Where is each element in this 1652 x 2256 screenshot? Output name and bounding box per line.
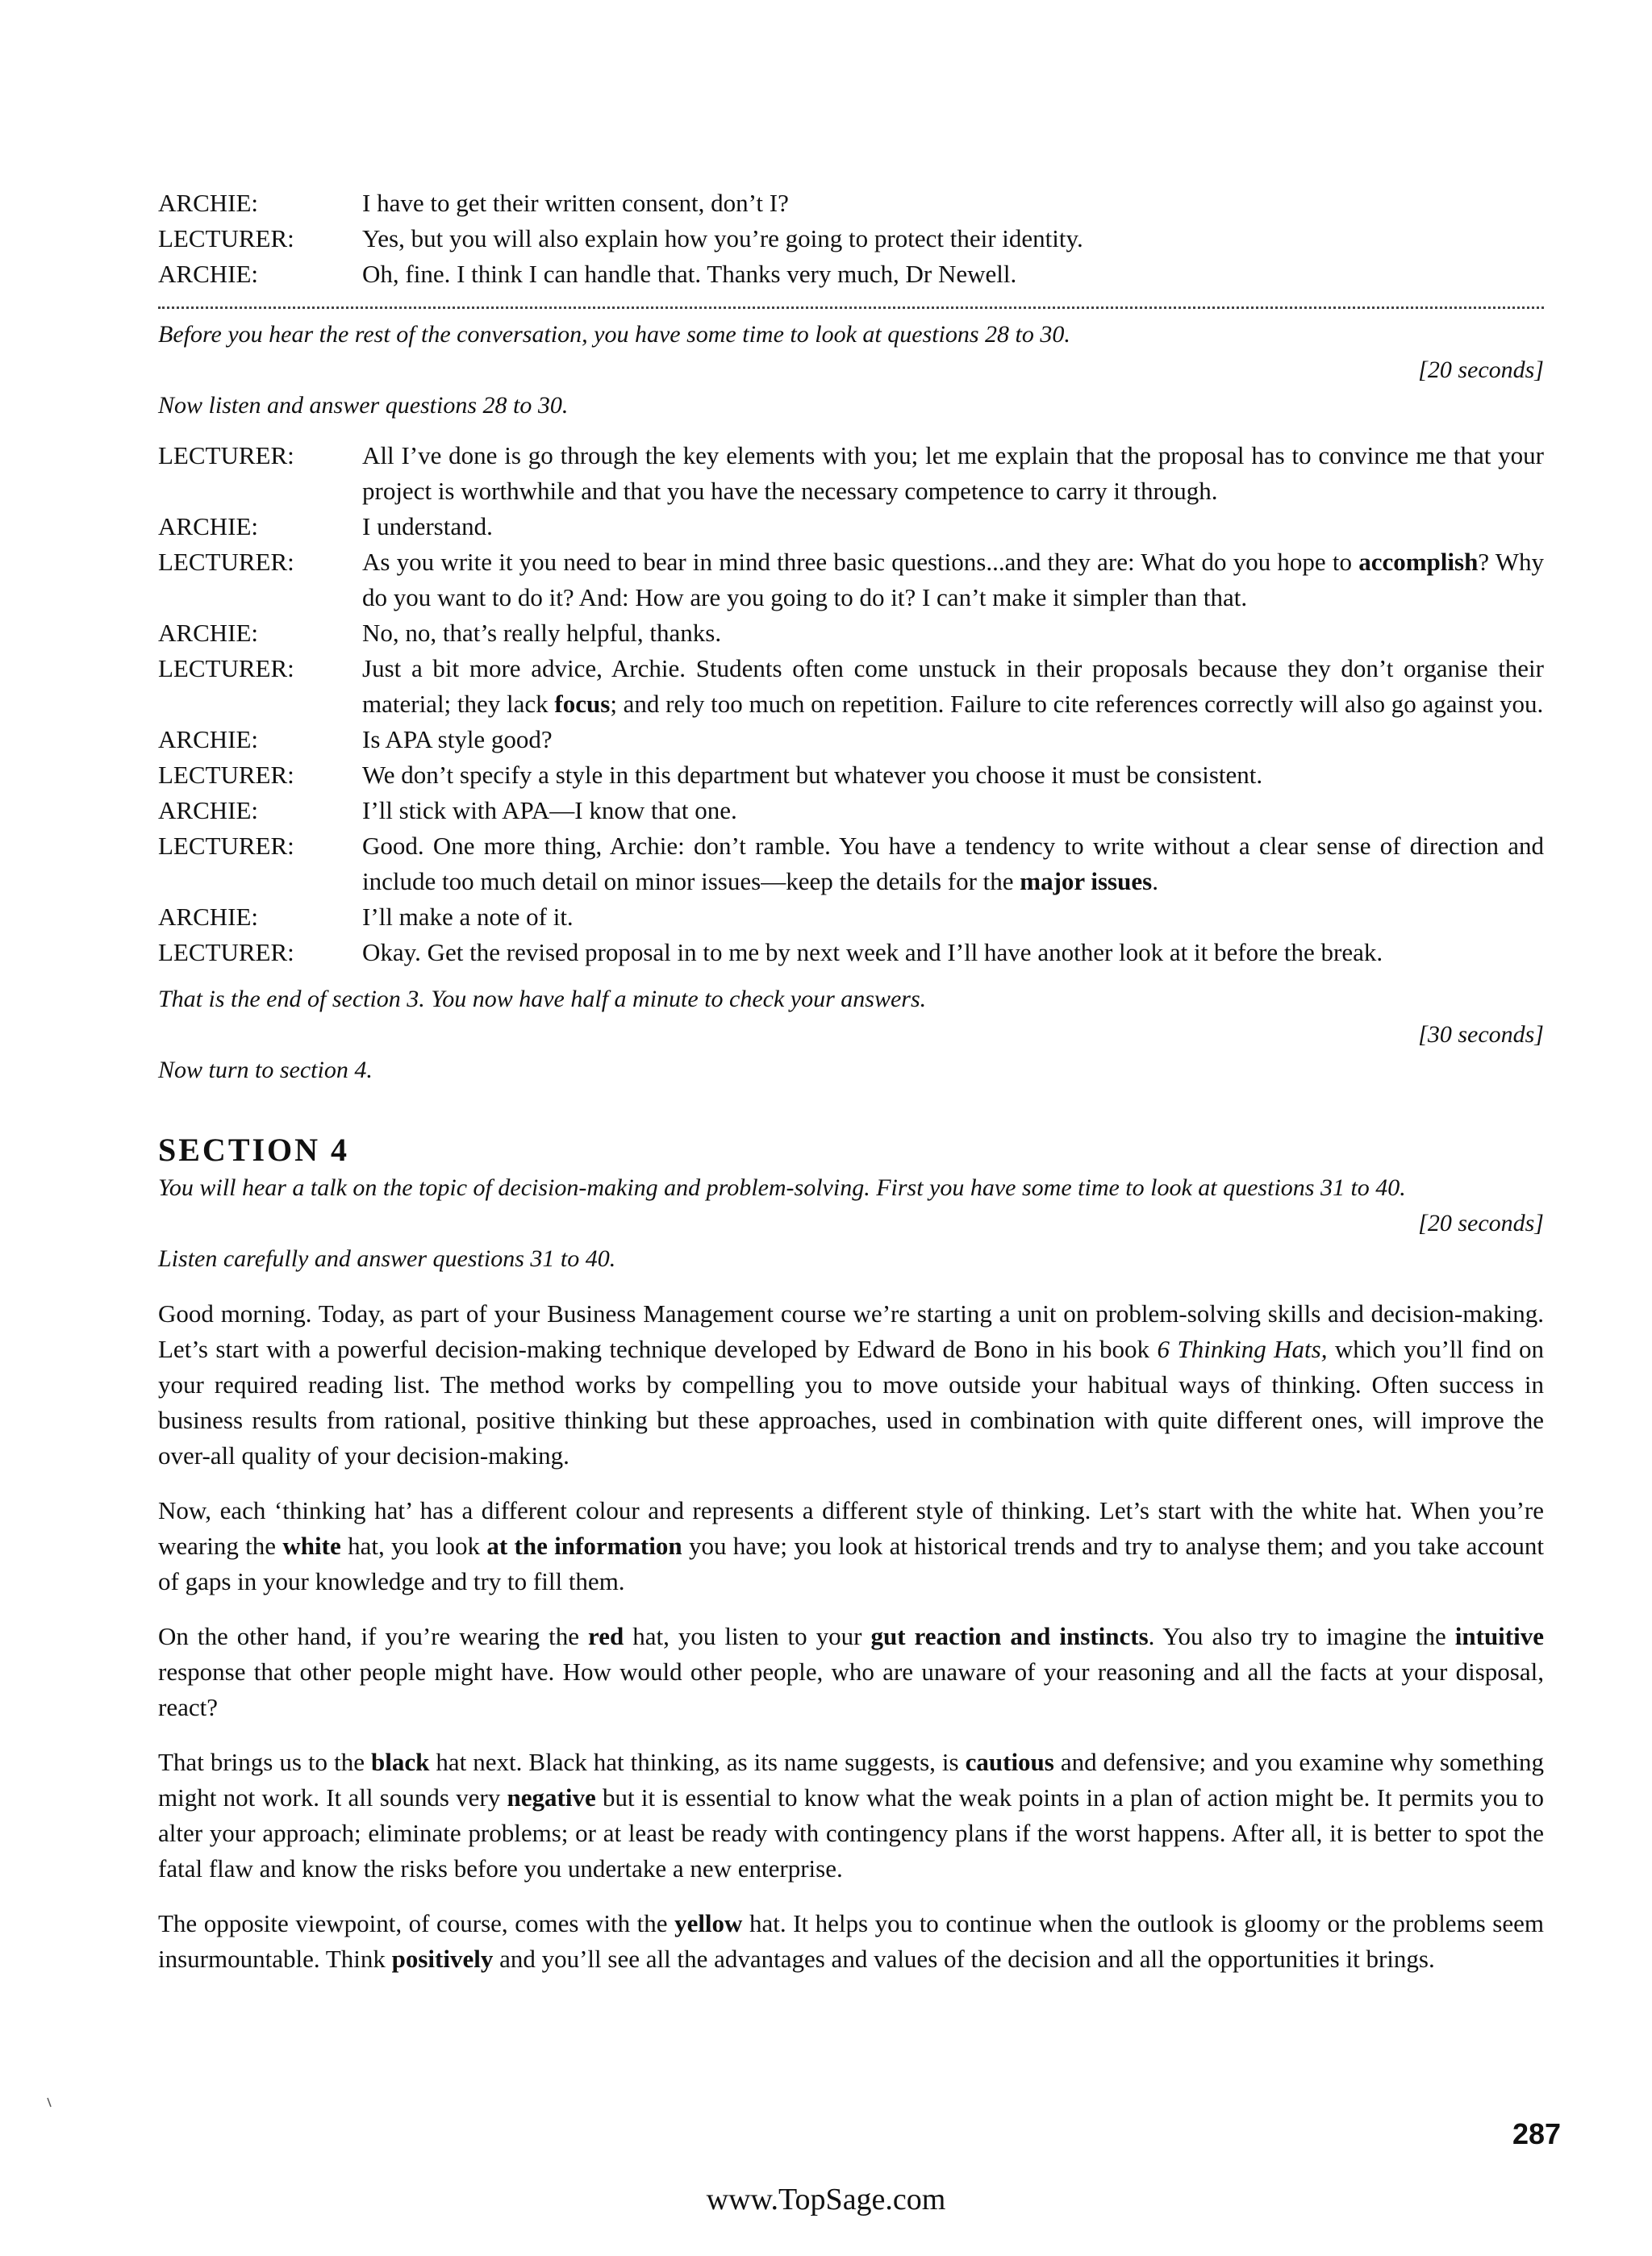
speech-text: We don’t specify a style in this department but whatever you choose it must be consistent. xyxy=(362,761,1263,789)
time-allowance: [20 seconds] xyxy=(1418,357,1544,383)
keyword-bold: gut reaction and instincts xyxy=(870,1622,1149,1650)
speaker-label: ARCHIE: xyxy=(158,725,258,753)
dialogue-row xyxy=(158,757,1544,793)
keyword-bold: red xyxy=(588,1622,624,1650)
keyword-bold: negative xyxy=(507,1783,596,1812)
speech-text: I have to get their written consent, don’t I? xyxy=(362,189,789,217)
talk-paragraph xyxy=(158,1619,1544,1725)
dialogue-row xyxy=(158,828,1544,899)
dialogue-row xyxy=(158,722,1544,757)
speech-segment: Good. One more thing, Archie: don’t ramble. You have a tendency to write without a clear sense of direction and include too much detail on minor issues—keep the details for the xyxy=(362,832,1544,895)
keyword-bold: focus xyxy=(554,690,611,718)
speech-text: No, no, that’s really helpful, thanks. xyxy=(362,619,722,647)
para-text: Now, each ‘thinking hat’ has a different colour and represents a different style of thinking. Let’s start with the white hat. When you’re wearing the xyxy=(158,1496,1544,1560)
para-text: which you’ll find on your required reading list. The method works by compelling you to move outside your habitual ways of thinking. Often success in business results from rational, positive thinking but these approaches, used in combination with quite different ones, will improve the over-all quality of your decision-making. xyxy=(158,1335,1544,1470)
speaker-label: LECTURER: xyxy=(158,938,294,966)
talk-paragraph xyxy=(158,1906,1544,1977)
talk-paragraph xyxy=(158,1296,1544,1474)
speaker-label: LECTURER: xyxy=(158,441,294,469)
page-content xyxy=(158,186,1544,1977)
page-number: 287 xyxy=(1512,2117,1562,2150)
para-text: . You also try to imagine the xyxy=(1148,1622,1455,1650)
dialogue-row xyxy=(158,186,1544,221)
keyword-bold: white xyxy=(282,1532,341,1560)
speech-segment: As you write it you need to bear in mind three basic questions...and they are: What do you hope to xyxy=(362,548,1359,576)
keyword-bold: at the information xyxy=(486,1532,682,1560)
speech-segment: . xyxy=(1152,867,1158,895)
para-text: That brings us to the xyxy=(158,1748,371,1776)
dotted-divider xyxy=(158,306,1544,309)
dialogue-row xyxy=(158,221,1544,256)
instruction: Before you hear the rest of the conversation, you have some time to look at questions 28 to 30. xyxy=(158,321,1070,348)
instruction: That is the end of section 3. You now have half a minute to check your answers. xyxy=(158,986,927,1012)
speech-segment: ; and rely too much on repetition. Failure to cite references correctly will also go against you. xyxy=(610,690,1544,718)
dialogue-row xyxy=(158,438,1544,509)
speaker-label: ARCHIE: xyxy=(158,260,258,288)
speech-text: I’ll stick with APA—I know that one. xyxy=(362,796,737,824)
keyword-bold: intuitive xyxy=(1454,1622,1544,1650)
speech-segment: Just a bit more advice, Archie. Students often come unstuck in their proposals because they don’t organise their material; they lack xyxy=(362,654,1544,718)
speech-text: Is APA style good? xyxy=(362,725,553,753)
para-text: you have; you look at historical trends and try to analyse them; and you take account of gaps in your knowledge and try to fill them. xyxy=(158,1532,1544,1595)
speech-segment: ? Why do you want to do it? And: How are you going to do it? I can’t make it simpler than that. xyxy=(362,548,1544,611)
speaker-label: LECTURER: xyxy=(158,224,294,252)
dialogue-row xyxy=(158,509,1544,544)
speaker-label: ARCHIE: xyxy=(158,512,258,540)
dialogue-row xyxy=(158,544,1544,615)
dialogue-main xyxy=(158,438,1544,970)
keyword-bold: black xyxy=(370,1748,430,1776)
book-title: 6 Thinking Hats, xyxy=(1157,1335,1328,1363)
dialogue-row xyxy=(158,793,1544,828)
para-text: hat, you listen to your xyxy=(624,1622,871,1650)
keyword-bold: yellow xyxy=(674,1909,743,1937)
speech-text xyxy=(362,828,1544,899)
dialogue-row xyxy=(158,256,1544,292)
para-text: response that other people might have. How would other people, who are unaware of your reasoning and all the facts at your disposal, react? xyxy=(158,1658,1544,1721)
section-heading: SECTION 4 xyxy=(158,1132,350,1168)
time-allowance: [30 seconds] xyxy=(1418,1021,1544,1048)
talk-paragraph xyxy=(158,1745,1544,1887)
para-text: but it is essential to know what the weak points in a plan of action might be. It permits you to alter your approach; eliminate problems; or at least be ready with contingency plans if the worst happens. After all, it is better to spot the fatal flaw and know the risks before you undertake a new enterprise. xyxy=(158,1783,1545,1883)
instruction: Now turn to section 4. xyxy=(158,1057,373,1083)
para-text: On the other hand, if you’re wearing the xyxy=(158,1622,589,1650)
dialogue-row xyxy=(158,935,1544,970)
dialogue-row xyxy=(158,651,1544,722)
keyword-bold: cautious xyxy=(965,1748,1054,1776)
speaker-label: ARCHIE: xyxy=(158,903,258,931)
talk-paragraph xyxy=(158,1493,1544,1599)
keyword-bold: major issues xyxy=(1020,867,1153,895)
speech-text: Yes, but you will also explain how you’re going to protect their identity. xyxy=(362,224,1083,252)
speech-text: I’ll make a note of it. xyxy=(362,903,574,931)
speech-text xyxy=(362,651,1544,722)
time-allowance: [20 seconds] xyxy=(1418,1210,1544,1236)
para-text: hat next. Black hat thinking, as its name suggests, is xyxy=(429,1748,966,1776)
speaker-label: ARCHIE: xyxy=(158,619,258,647)
para-text: and you’ll see all the advantages and values of the decision and all the opportunities it brings. xyxy=(493,1945,1435,1973)
dialogue-top xyxy=(158,186,1544,292)
speaker-label: LECTURER: xyxy=(158,654,294,682)
speech-text: Oh, fine. I think I can handle that. Thanks very much, Dr Newell. xyxy=(362,260,1017,288)
speech-text: Okay. Get the revised proposal in to me by next week and I’ll have another look at it before the break. xyxy=(362,938,1383,966)
speech-text xyxy=(362,544,1544,615)
keyword-bold: positively xyxy=(391,1945,494,1973)
keyword-bold: accomplish xyxy=(1358,548,1479,576)
scan-speck xyxy=(47,2097,52,2108)
speaker-label: ARCHIE: xyxy=(158,796,258,824)
instruction: Listen carefully and answer questions 31 to 40. xyxy=(158,1245,616,1272)
instruction: You will hear a talk on the topic of decision-making and problem-solving. First you have some time to look at questions 31 to 40. xyxy=(158,1174,1406,1201)
para-text: Good morning. Today, as part of your Business Management course we’re starting a unit on problem-solving skills and decision-making. Let’s start with a powerful decision-making technique developed by Edward de Bono in his book xyxy=(158,1299,1544,1363)
footer-url: www.TopSage.com xyxy=(706,2183,946,2216)
para-text: hat. It helps you to continue when the outlook is gloomy or the problems seem insurmountable. Think xyxy=(158,1909,1544,1973)
speaker-label: LECTURER: xyxy=(158,832,294,860)
para-text: and defensive; and you examine why something might not work. It all sounds very xyxy=(158,1748,1545,1812)
speaker-label: LECTURER: xyxy=(158,761,294,789)
speech-text: All I’ve done is go through the key elements with you; let me explain that the proposal has to convince me that your project is worthwhile and that you have the necessary competence to carry it through. xyxy=(362,441,1544,505)
speech-text: I understand. xyxy=(362,512,493,540)
instruction: Now listen and answer questions 28 to 30. xyxy=(158,392,569,419)
para-text: hat, you look xyxy=(340,1532,487,1560)
para-text: The opposite viewpoint, of course, comes with the xyxy=(158,1909,675,1937)
speaker-label: LECTURER: xyxy=(158,548,294,576)
dialogue-row xyxy=(158,615,1544,651)
speaker-label: ARCHIE: xyxy=(158,189,258,217)
dialogue-row xyxy=(158,899,1544,935)
